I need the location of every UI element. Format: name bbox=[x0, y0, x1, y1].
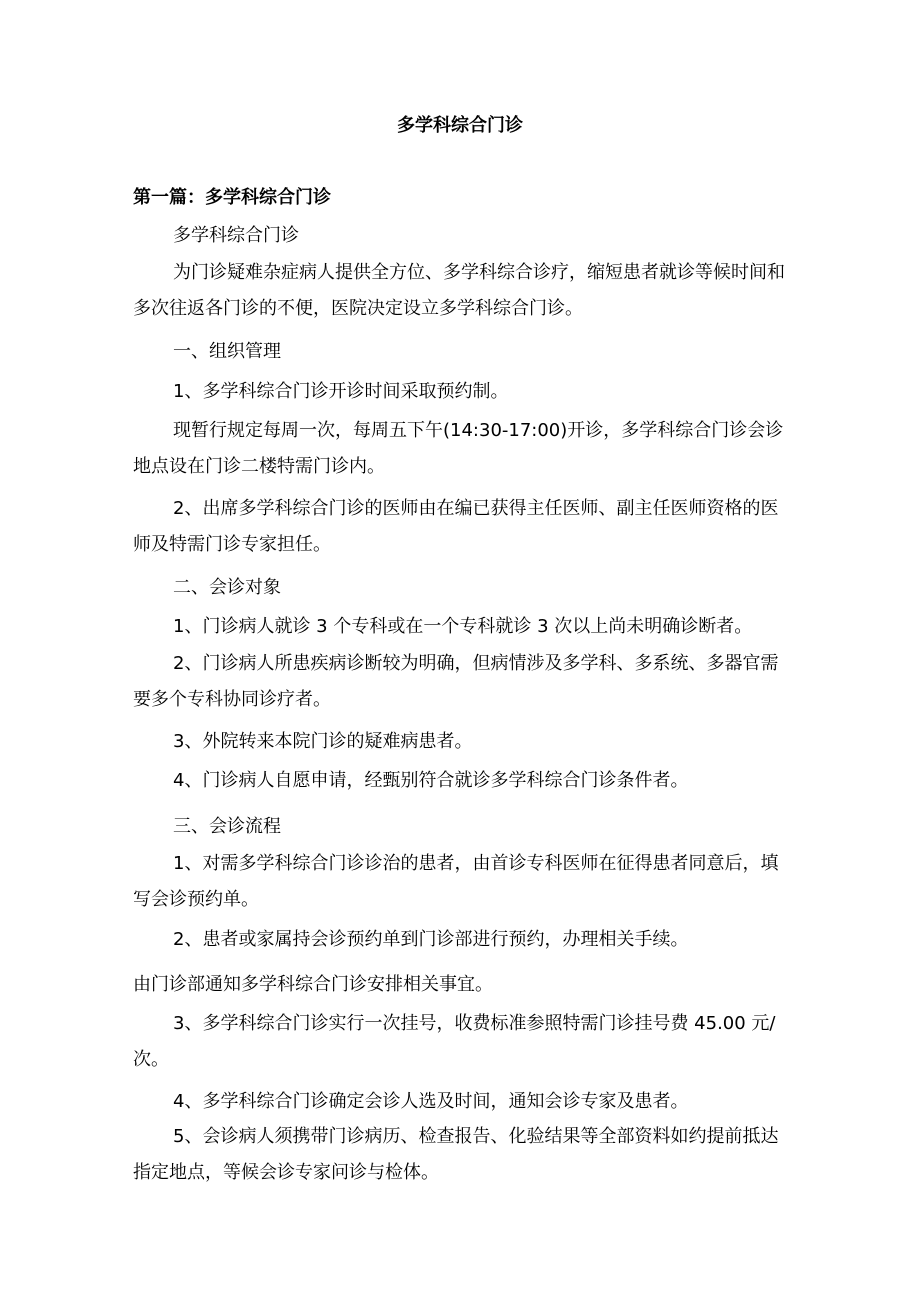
paragraph-process-2-cont: 由门诊部通知多学科综合门诊安排相关事宜。 bbox=[133, 974, 493, 995]
paragraph-org-1: 1、多学科综合门诊开诊时间采取预约制。 bbox=[173, 381, 509, 402]
paragraph-intro: 为门诊疑难杂症病人提供全方位、多学科综合诊疗，缩短患者就诊等候时间和多次往返各门诊的不便，医院决定设立多学科综合门诊。 bbox=[133, 262, 785, 319]
paragraph-target-1: 1、门诊病人就诊 3 个专科或在一个专科就诊 3 次以上尚未明确诊断者。 bbox=[173, 616, 753, 637]
section-heading: 第一篇：多学科综合门诊 bbox=[133, 187, 331, 208]
paragraph-org-2: 2、出席多学科综合门诊的医师由在编已获得主任医师、副主任医师资格的医师及特需门诊专家担任。 bbox=[133, 498, 779, 555]
paragraph-target-3: 3、外院转来本院门诊的疑难病患者。 bbox=[173, 731, 473, 752]
paragraph-process-5: 5、会诊病人须携带门诊病历、检查报告、化验结果等全部资料如约提前抵达指定地点，等候会诊专家问诊与检体。 bbox=[133, 1126, 779, 1183]
paragraph-org-schedule: 现暂行规定每周一次，每周五下午(14:30-17:00)开诊，多学科综合门诊会诊地点设在门诊二楼特需门诊内。 bbox=[133, 420, 784, 477]
heading-consult-process: 三、会诊流程 bbox=[173, 816, 281, 837]
paragraph-process-1: 1、对需多学科综合门诊诊治的患者，由首诊专科医师在征得患者同意后，填写会诊预约单。 bbox=[133, 853, 779, 910]
paragraph-target-4: 4、门诊病人自愿申请，经甄别符合就诊多学科综合门诊条件者。 bbox=[173, 770, 689, 791]
paragraph-process-4: 4、多学科综合门诊确定会诊人选及时间，通知会诊专家及患者。 bbox=[173, 1091, 689, 1112]
heading-organization: 一、组织管理 bbox=[173, 341, 281, 362]
paragraph-process-3: 3、多学科综合门诊实行一次挂号，收费标准参照特需门诊挂号费 45.00 元/次。 bbox=[133, 1013, 776, 1070]
paragraph-subtitle: 多学科综合门诊 bbox=[173, 225, 299, 246]
heading-consult-targets: 二、会诊对象 bbox=[173, 577, 281, 598]
document-title: 多学科综合门诊 bbox=[397, 115, 523, 136]
paragraph-target-2: 2、门诊病人所患疾病诊断较为明确，但病情涉及多学科、多系统、多器官需要多个专科协同诊疗者。 bbox=[133, 653, 779, 710]
paragraph-process-2: 2、患者或家属持会诊预约单到门诊部进行预约，办理相关手续。 bbox=[173, 929, 689, 950]
